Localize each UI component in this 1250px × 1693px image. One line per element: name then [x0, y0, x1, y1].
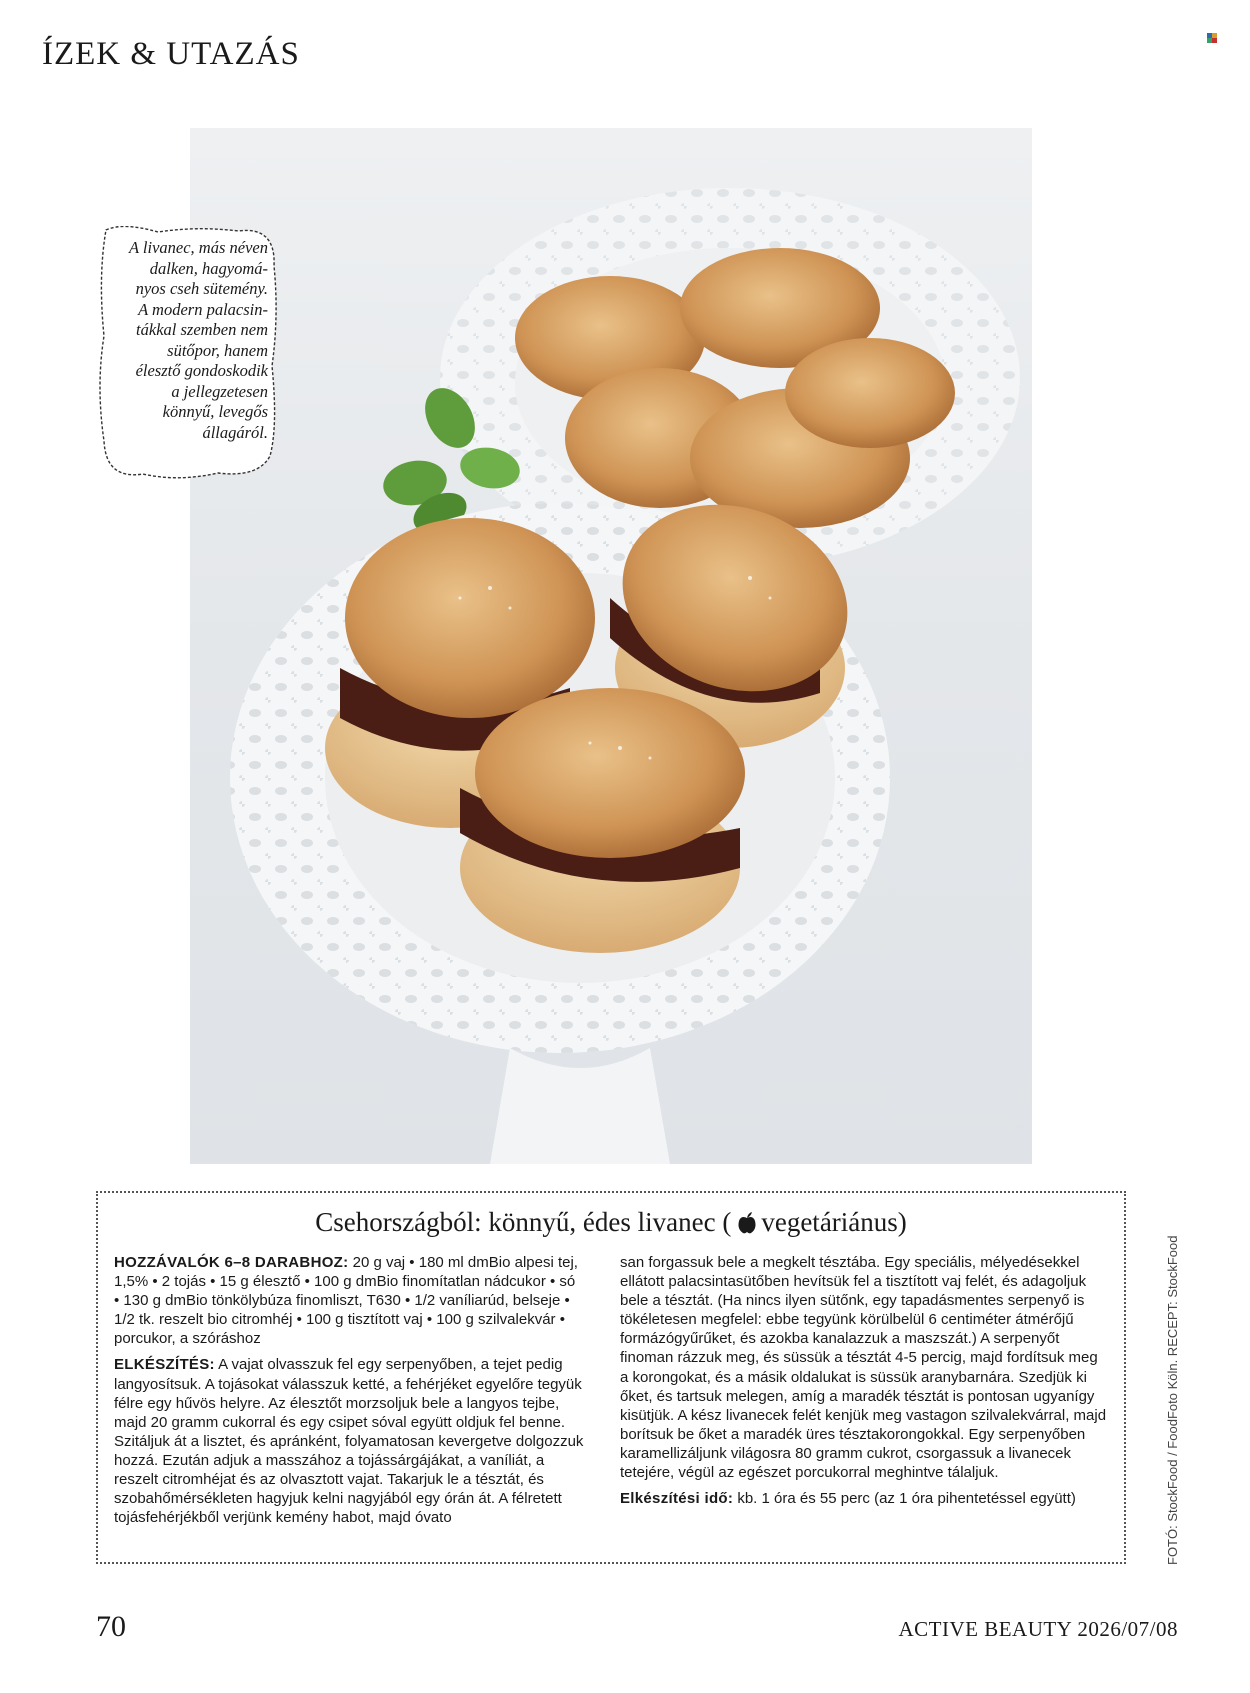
callout-text: A livanec, más néven dalken, hagyomá- nyos cseh sütemény. A modern palacsin- tákkal szemben nem sütőpor, hanem élesztő gondoskodik a jellegzetesen könnyű, levegős állagáról.: [129, 238, 268, 442]
recipe-tag: vegetáriánus): [761, 1207, 907, 1237]
recipe-column-right: [620, 1253, 1110, 1515]
method-paragraph: [114, 1355, 584, 1527]
photo-credit: FOTÓ: StockFood / FoodFoto Köln. RECEPT: StockFood: [1165, 1235, 1180, 1565]
recipe-title-text: Csehországból: könnyű, édes livanec (: [315, 1207, 732, 1237]
apple-icon: [737, 1212, 757, 1234]
method-text-right: san forgassuk bele a megkelt tésztába. Egy speciális, mélyedésekkel ellátott palacsintasütőben hevítsük fel a tisztított vaj felét, és adagoljuk bele a tésztát. (Ha nincs ilyen sütőnk, egy tapadásmentes serpenyő is tökéletesen megfelel: ebbe tegyünk körülbelül 6 centiméter átmérőjű formázógyűrűket, és azokba kanalazzuk a maszszát.) A serpenyőt finoman rázzuk meg, és süssük a tésztát 4-5 percig, majd fordítsuk meg a korongokat, és a másik oldalukat is süssük aranybarnára. Szedjük ki őket, és tartsuk melegen, amíg a maradék tésztát is pontosan ugyanígy kisütjük. A kész livanecek felét kenjük meg vastagon szilvalekvárral, majd borítsuk be őket a maradék üres tésztakorongokkal. Egy serpenyőben karamellizáljunk világosra 80 gramm cukrot, csorgassuk a livanecek tetejére, végül az egészet porcukorral meghintve tálaljuk.: [620, 1254, 1107, 1482]
magazine-issue: ACTIVE BEAUTY 2026/07/08: [898, 1617, 1178, 1641]
magazine-logo-icon: [1207, 33, 1217, 43]
recipe-title: [0, 1207, 1222, 1238]
food-photo: [190, 128, 1032, 1164]
method-label: ELKÉSZÍTÉS:: [114, 1356, 215, 1374]
ingredients-text: 20 g vaj • 180 ml dmBio alpesi tej, 1,5% • 2 tojás • 15 g élesztő • 100 g dmBio finomítatlan nádcukor • só • 130 g dmBio tönkölybúza finomliszt, T630 • 1/2 vaníliarúd, belseje • 1/2 tk. reszelt bio citromhéj • 100 g tisztított vaj • 100 g szilvalekvár • porcukor, a szóráshoz: [114, 1254, 578, 1348]
ingredients-paragraph: [114, 1253, 584, 1348]
recipe-column-left: [114, 1253, 584, 1534]
ingredients-label: HOZZÁVALÓK 6–8 DARABHOZ:: [114, 1254, 349, 1271]
section-title: ÍZEK & UTAZÁS: [42, 36, 300, 72]
page-number: 70: [96, 1610, 126, 1643]
callout-bubble: [98, 226, 279, 482]
time-text: kb. 1 óra és 55 perc (az 1 óra pihentetéssel együtt): [733, 1490, 1076, 1508]
method-text-left: A vajat olvasszuk fel egy serpenyőben, a tejet pedig langyosítsuk. A tojásokat válasszuk ketté, a fehérjéket egyelőre tegyük félre egy hűvös helyre. Az élesztőt morzsoljuk bele a langyos tejbe, majd 20 gramm cukorral és egy csipet sóval együtt oldjuk fel benne. Szitáljuk át a lisztet, és apránként, folyamatosan kevergetve dolgozzuk hozzá. Ezután adjuk a masszához a tojássárgájákat, a vaníliát, a reszelt citromhéjat és az olvasztott vajat. Takarjuk le a tésztát, és szobahőmérsékleten hagyjuk kelni nagyjából egy órán át. A félretett tojásfehérjékből verjünk kemény habot, majd óvato: [114, 1356, 584, 1527]
time-label: Elkészítési idő:: [620, 1490, 734, 1508]
time-paragraph: [620, 1489, 1110, 1508]
